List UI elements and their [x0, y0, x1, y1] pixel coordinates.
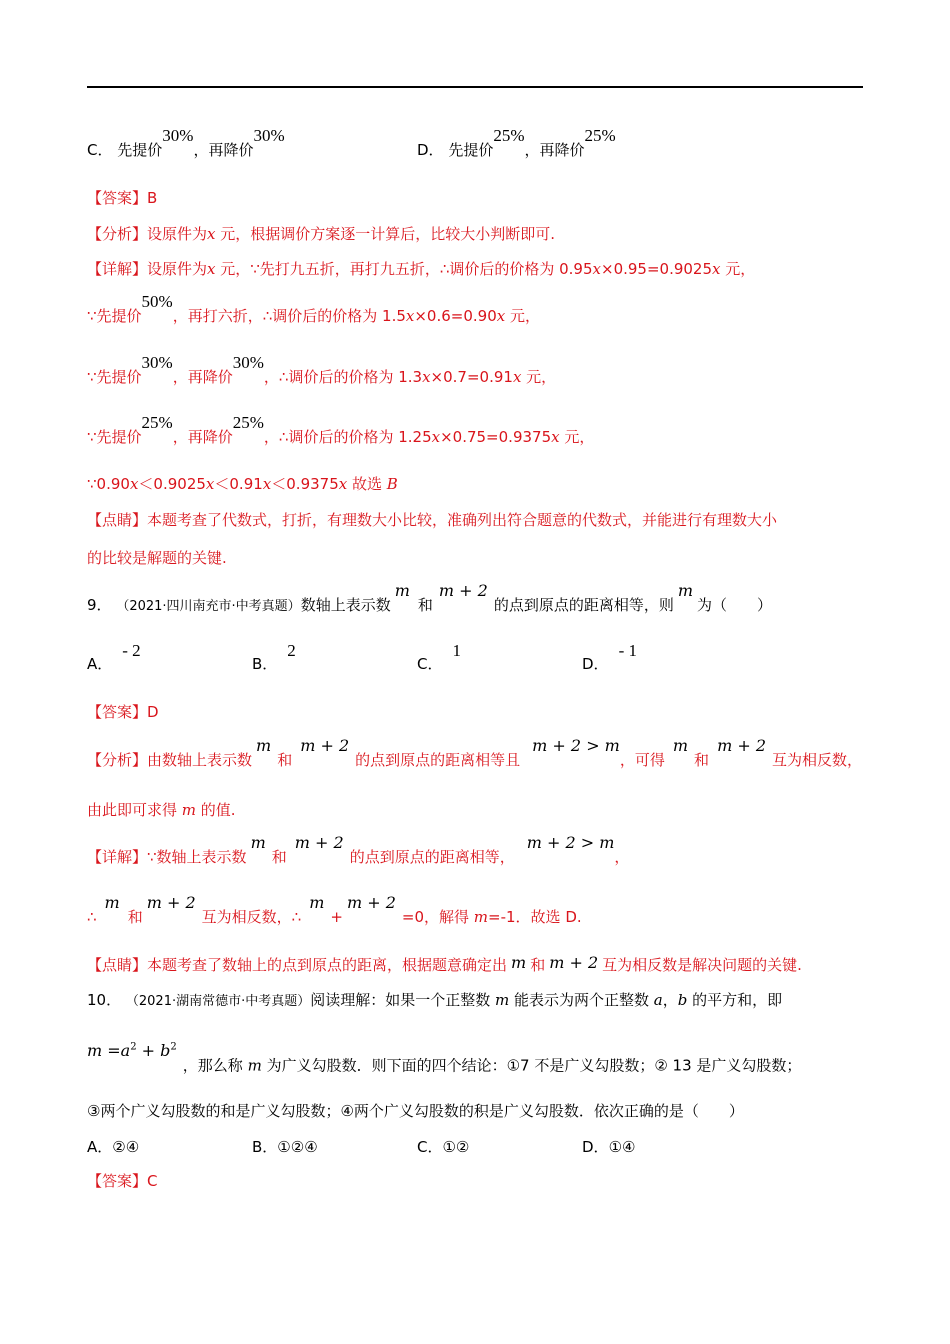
- math-expr: m: [104, 893, 120, 912]
- math-expr: m + 2: [549, 953, 599, 972]
- text: 和: [530, 956, 546, 974]
- option-value: ①②: [442, 1138, 470, 1156]
- text: ∵先提价: [87, 368, 142, 386]
- q10-answer: [87, 1171, 158, 1191]
- math-var: x: [405, 307, 415, 325]
- q9-detail-line-2: [87, 893, 582, 927]
- math-var: b: [160, 1041, 171, 1061]
- q9-option-b: [252, 641, 296, 674]
- math-var: a: [653, 991, 663, 1009]
- q9-comment: [87, 955, 802, 975]
- text: ，再打六折，∴调价后的价格为 1.5: [172, 307, 406, 325]
- exponent: 2: [130, 1042, 137, 1053]
- option-value: 2: [287, 641, 296, 660]
- text: 本题考查了数轴上的点到原点的距离，根据题意确定出: [147, 956, 508, 974]
- q8-answer: [87, 188, 157, 208]
- percent: 30%: [141, 353, 173, 372]
- option-label: D．: [417, 141, 444, 159]
- math-expr: m + 2: [717, 736, 766, 755]
- text: ×0.95=0.9025: [601, 260, 713, 278]
- text: ∵0.90: [87, 475, 130, 493]
- math-var: m: [473, 908, 489, 926]
- q8-option-d: [417, 126, 616, 160]
- math-expr: m: [672, 736, 689, 755]
- math-var: x: [422, 368, 431, 386]
- q10-stem-line-1: [87, 990, 782, 1012]
- detail-tag: 【详解】: [87, 260, 148, 278]
- math-var: x: [712, 260, 721, 278]
- text: 为（ ）: [697, 596, 773, 614]
- text: 互为相反数，: [772, 751, 863, 769]
- percent: 25%: [584, 126, 616, 145]
- text: ＜0.9025: [138, 475, 206, 493]
- answer-value: C: [147, 1172, 158, 1190]
- math-var: x: [551, 428, 560, 446]
- q8-option-c: [87, 126, 285, 160]
- percent: 50%: [141, 292, 173, 311]
- text: 元，: [505, 307, 540, 325]
- answer-tag: 【答案】: [87, 1172, 148, 1190]
- q8-comment-line-1: [87, 510, 777, 530]
- q9-option-d: [582, 641, 637, 674]
- percent: 30%: [253, 126, 285, 145]
- text: ＜0.91: [214, 475, 263, 493]
- option-label: B．: [252, 655, 278, 673]
- text: 元，∵先打九五折，再打九五折，∴调价后的价格为 0.95: [215, 260, 593, 278]
- percent: 25%: [232, 413, 264, 432]
- text: ，∴调价后的价格为 1.25: [263, 428, 432, 446]
- q9-option-a: [87, 641, 141, 674]
- math-var: m: [87, 1041, 103, 1061]
- exponent: 2: [170, 1042, 177, 1053]
- text: 阅读理解：如果一个正整数: [310, 991, 496, 1009]
- math-expr: m + 2: [300, 736, 350, 755]
- question-number: 9．: [87, 596, 112, 614]
- text: ∴: [87, 908, 97, 926]
- text: 先提价: [117, 141, 163, 159]
- text: 设原件为: [147, 225, 208, 243]
- q8-analysis: [87, 224, 555, 244]
- option-value: - 1: [618, 641, 637, 660]
- option-value: 1: [452, 641, 461, 660]
- text: 和: [271, 848, 287, 866]
- q9-stem: [87, 581, 773, 617]
- text: 的点到原点的距离相等且: [355, 751, 521, 769]
- text: 设原件为: [147, 260, 208, 278]
- math-var: x: [129, 475, 139, 493]
- option-label: A．: [87, 655, 113, 673]
- text: ×0.6=0.90: [414, 307, 497, 325]
- math-expr: m: [309, 893, 325, 912]
- text: 能表示为两个正整数: [509, 991, 654, 1009]
- text: ＜0.9375: [271, 475, 339, 493]
- text: 故选: [347, 475, 387, 493]
- text: ，再降价: [193, 141, 254, 159]
- text: 和: [277, 751, 293, 769]
- text: 先提价: [448, 141, 494, 159]
- text: ，再降价: [172, 368, 233, 386]
- answer-value: D: [147, 703, 159, 721]
- math-expr: m + 2 > m: [526, 833, 615, 852]
- text: ③两个广义勾股数的和是广义勾股数；④两个广义勾股数的积是广义勾股数．依次正确的是（ ）: [87, 1102, 744, 1120]
- option-label: A．: [87, 1138, 113, 1156]
- text: 由数轴上表示数: [147, 751, 253, 769]
- q10-stem-line-3: [87, 1101, 744, 1121]
- text: 元，: [720, 260, 756, 278]
- math-var: m: [495, 991, 510, 1009]
- math-expr: m + 2 > m: [532, 736, 620, 755]
- option-label: C．: [87, 141, 113, 159]
- q8-detail-line-2: [87, 292, 540, 326]
- question-source: （2021·湖南常德市·中考真题）: [125, 994, 311, 1009]
- text: 和: [694, 751, 710, 769]
- math-var: m: [181, 801, 197, 819]
- text: 的点到原点的距离相等，: [349, 848, 515, 866]
- option-value: ①④: [608, 1138, 636, 1156]
- text: 和: [127, 908, 143, 926]
- math-var: B: [386, 475, 398, 493]
- option-label: D．: [582, 655, 609, 673]
- text: ，再降价: [524, 141, 585, 159]
- text: ，: [662, 991, 678, 1009]
- percent: 25%: [493, 126, 525, 145]
- text: 互为相反数，∴: [201, 908, 302, 926]
- option-value: ①②④: [277, 1138, 318, 1156]
- text: +: [330, 908, 343, 926]
- text: 的点到原点的距离相等，则: [493, 596, 674, 614]
- q8-detail-line-5: [87, 474, 398, 494]
- percent: 25%: [141, 413, 173, 432]
- text: ×0.7=0.91: [430, 368, 513, 386]
- math-var: x: [512, 368, 522, 386]
- q8-detail-line-3: [87, 353, 557, 387]
- math-var: b: [677, 991, 688, 1009]
- math-expr: m: [677, 581, 694, 600]
- math-var: x: [592, 260, 601, 278]
- math-var: x: [207, 260, 216, 278]
- q10-stem-line-2: [87, 1041, 802, 1075]
- q9-analysis-line-1: [87, 736, 863, 770]
- math-op: =: [102, 1041, 121, 1061]
- text: ，∴调价后的价格为 1.3: [263, 368, 423, 386]
- math-var: x: [338, 475, 348, 493]
- q10-option-c: [417, 1137, 469, 1157]
- text: 为广义勾股数．则下面的四个结论：①7 不是广义勾股数；② 13 是广义勾股数；: [261, 1056, 802, 1075]
- text: 的比较是解题的关键.: [87, 549, 227, 567]
- q8-comment-line-2: [87, 548, 227, 568]
- q9-analysis-line-2: [87, 800, 236, 820]
- text: 本题考查了代数式，打折，有理数大小比较，准确列出符合题意的代数式，并能进行有理数大小: [147, 511, 778, 529]
- q10-option-b: [252, 1137, 318, 1157]
- equation: [87, 1041, 177, 1060]
- text: ∵数轴上表示数: [147, 848, 247, 866]
- math-var: x: [496, 307, 506, 325]
- text: 的平方和，即: [687, 991, 783, 1009]
- q9-detail-line-1: [87, 833, 630, 867]
- text: ，再降价: [172, 428, 233, 446]
- text: 元，: [521, 368, 557, 386]
- text: ，: [614, 848, 630, 866]
- math-expr: m: [511, 953, 527, 972]
- analysis-tag: 【分析】: [87, 751, 148, 769]
- percent: 30%: [232, 353, 264, 372]
- q9-answer: [87, 702, 159, 722]
- option-label: C．: [417, 655, 443, 673]
- q9-option-c: [417, 641, 461, 674]
- math-expr: m + 2: [294, 833, 344, 852]
- answer-tag: 【答案】: [87, 189, 148, 207]
- math-var: m: [247, 1056, 262, 1075]
- math-var: x: [207, 225, 216, 243]
- question-source: （2021·四川南充市·中考真题）: [116, 599, 301, 614]
- question-number: 10．: [87, 991, 122, 1009]
- math-expr: m: [394, 581, 410, 600]
- text: 和: [417, 596, 433, 614]
- option-value: ②④: [112, 1138, 140, 1156]
- text: 的值.: [196, 801, 236, 819]
- comment-tag: 【点睛】: [87, 956, 148, 974]
- math-expr: m: [256, 736, 272, 755]
- answer-tag: 【答案】: [87, 703, 148, 721]
- option-label: C．: [417, 1138, 443, 1156]
- text: 互为相反数是解决问题的关键.: [602, 956, 802, 974]
- text: ×0.75=0.9375: [440, 428, 552, 446]
- math-expr: m + 2: [146, 893, 196, 912]
- text: =-1．故选 D.: [488, 908, 582, 926]
- text: ，那么称: [182, 1056, 248, 1075]
- option-label: D．: [582, 1138, 609, 1156]
- answer-value: B: [147, 189, 158, 207]
- text: 元，根据调价方案逐一计算后，比较大小判断即可.: [215, 225, 556, 243]
- percent: 30%: [162, 126, 194, 145]
- math-var: x: [431, 428, 441, 446]
- math-expr: m + 2: [438, 581, 488, 600]
- math-var: x: [205, 475, 215, 493]
- text: ，可得: [619, 751, 665, 769]
- text: =0，解得: [401, 908, 474, 926]
- option-label: B．: [252, 1138, 278, 1156]
- math-op: +: [136, 1041, 161, 1061]
- text: 数轴上表示数: [300, 596, 391, 614]
- text: ∵先提价: [87, 428, 142, 446]
- math-var: a: [120, 1041, 131, 1061]
- comment-tag: 【点睛】: [87, 511, 148, 529]
- q8-detail-line-4: [87, 413, 595, 447]
- math-var: x: [262, 475, 272, 493]
- detail-tag: 【详解】: [87, 848, 148, 866]
- text: 由此即可求得: [87, 801, 182, 819]
- math-expr: m: [250, 833, 266, 852]
- q10-option-d: [582, 1137, 635, 1157]
- analysis-tag: 【分析】: [87, 225, 148, 243]
- text: 元，: [559, 428, 595, 446]
- text: ∵先提价: [87, 307, 142, 325]
- q8-detail-line-1: [87, 259, 755, 279]
- option-value: - 2: [122, 641, 141, 660]
- header-rule: [87, 86, 863, 88]
- math-expr: m + 2: [346, 893, 396, 912]
- q10-option-a: [87, 1137, 139, 1157]
